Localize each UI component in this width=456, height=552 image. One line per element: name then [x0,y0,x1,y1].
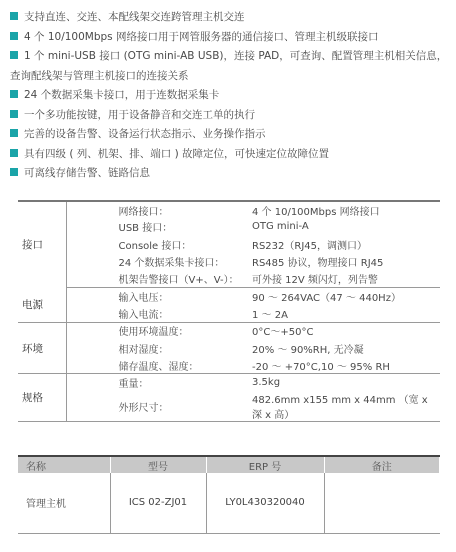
order-header-row [18,456,440,473]
feature-text: 1 个 mini-USB 接口 (OTG mini-AB USB)，连接 PAD，可查询、配置管理主机相关信息，查询配线架与管理主机接口的连接关系 [10,50,448,82]
feature-item [0,47,456,86]
square-bullet-icon [10,129,18,137]
spec-value: 4 个 10/100Mbps 网络接口 [252,201,440,218]
square-bullet-icon [10,168,18,176]
feature-item [0,28,456,48]
feature-text: 24 个数据采集卡接口，用于连数据采集卡 [24,89,220,101]
spec-row [18,357,440,374]
square-bullet-icon [10,12,18,20]
spec-row [18,218,440,235]
spec-value: RS232（RJ45，调测口） [252,240,368,252]
spec-value: -20 ～ +70°C,10 ～ 95% RH [252,357,440,374]
spec-label: 外形尺寸： [66,391,252,422]
square-bullet-icon [10,90,18,98]
feature-item [0,106,456,126]
spec-label: 24 个数据采集卡接口： [118,258,225,270]
spec-value: 3.5kg [252,377,281,389]
spec-value: OTG mini-A [252,221,309,233]
spec-category: 环境 [18,322,66,374]
spec-label: USB 接口： [118,223,173,235]
header-remark: 备注 [324,456,440,473]
feature-item [0,164,456,184]
square-bullet-icon [10,110,18,118]
spec-label: 网络接口： [66,201,252,218]
feature-item [0,8,456,28]
order-table [18,455,440,534]
spec-value: 482.6mm x155 mm x 44mm （宽 x 深 x 高） [252,391,440,422]
feature-item [0,125,456,145]
square-bullet-icon [10,149,18,157]
feature-item [0,145,456,165]
spec-label: 相对湿度： [118,344,169,356]
spec-row [18,374,440,391]
feature-text: 具有四级 ( 列、机架、排、端口 ) 故障定位，可快速定位故障位置 [24,147,330,160]
order-row [18,473,440,533]
spec-value: 90 ～ 264VAC（47 ～ 440Hz） [252,292,401,304]
square-bullet-icon [10,32,18,40]
cell-name: 管理主机 [18,473,110,533]
spec-row [18,305,440,322]
spec-label: 输入电压： [118,292,169,304]
spec-label: 输入电流： [66,305,252,322]
spec-row [18,322,440,339]
feature-text: 完善的设备告警、设备运行状态指示、业务操作指示 [24,128,266,140]
feature-text: 支持直连、交连、本配线架交连跨管理主机交连 [24,11,245,23]
spec-row [18,253,440,270]
spec-row [18,270,440,287]
header-name: 名称 [18,456,110,473]
spec-row [18,236,440,253]
spec-label: 使用环境温度： [118,327,189,339]
spec-label: 重量： [118,379,149,391]
spec-category: 电源 [18,287,66,322]
spec-row [18,391,440,422]
spec-row [18,339,440,356]
feature-text: 4 个 10/100Mbps 网络接口用于网管服务器的通信接口、管理主机级联接口 [24,30,379,43]
spec-label: 机架告警接口（V+、V-）： [66,270,252,287]
spec-value: 可外接 12V 频闪灯，列告警 [252,270,440,287]
feature-item [0,86,456,106]
cell-erp: LY0L430320040 [206,473,324,533]
spec-table [18,200,440,422]
cell-model: ICS 02-ZJ01 [110,473,206,533]
feature-list [0,8,456,184]
header-model: 型号 [110,456,206,473]
spec-label: Console 接口： [118,240,192,252]
spec-value: 20% ～ 90%RH, 无冷凝 [252,344,364,356]
cell-remark [324,473,440,533]
square-bullet-icon [10,51,18,59]
spec-row [18,287,440,304]
feature-text: 一个多功能按键，用于设备静音和交连工单的执行 [24,108,255,121]
spec-value: RS485 协议，物理接口 RJ45 [252,258,384,270]
feature-text: 可离线存储告警、链路信息 [24,167,150,179]
spec-label: 储存温度、湿度： [66,357,252,374]
spec-category: 规格 [18,374,66,422]
spec-category: 接口 [18,201,66,287]
header-erp: ERP 号 [206,456,324,473]
spec-value: 1 ～ 2A [252,305,440,322]
spec-value: 0°C～+50°C [252,327,314,339]
spec-row [18,201,440,218]
